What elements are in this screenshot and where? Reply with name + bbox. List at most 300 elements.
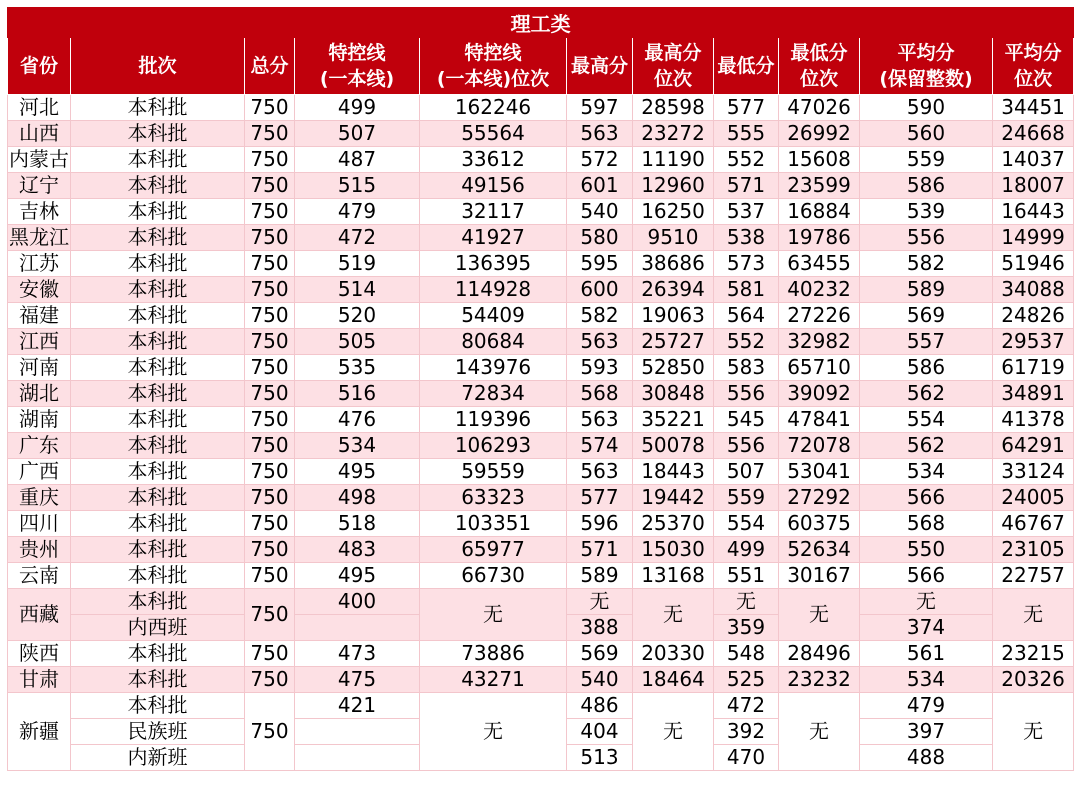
avg-rank-cell: 23215: [993, 641, 1074, 667]
avg-cell: 566: [860, 563, 993, 589]
line-rank-cell: 55564: [420, 121, 567, 147]
province-cell: 广西: [8, 459, 71, 485]
header-avg-l1: 平均分: [897, 42, 955, 64]
max-rank-cell: 30848: [633, 381, 714, 407]
province-cell: 陕西: [8, 641, 71, 667]
min-rank-cell: 28496: [779, 641, 860, 667]
min-cell: 392: [714, 719, 779, 745]
table-row: [8, 485, 1074, 511]
avg-cell: 539: [860, 199, 993, 225]
avg-cell: 562: [860, 433, 993, 459]
max-rank-cell: 52850: [633, 355, 714, 381]
min-cell: 无: [714, 589, 779, 615]
max-rank-cell: 26394: [633, 277, 714, 303]
line-rank-cell: 80684: [420, 329, 567, 355]
max-cell: 577: [567, 485, 633, 511]
min-rank-cell: 27292: [779, 485, 860, 511]
batch-cell: 本科批: [71, 693, 245, 719]
total-cell: 750: [245, 173, 295, 199]
max-rank-cell: 50078: [633, 433, 714, 459]
table-title: 理工类: [8, 8, 1074, 38]
line-cell: 495: [295, 563, 420, 589]
header-line-rank-l2: (一本线)位次: [436, 68, 550, 90]
line-rank-cell: 63323: [420, 485, 567, 511]
max-rank-cell: 38686: [633, 251, 714, 277]
header-avg-rank-l1: 平均分: [1004, 42, 1062, 64]
total-cell: 750: [245, 121, 295, 147]
max-cell: 601: [567, 173, 633, 199]
avg-rank-cell: 24826: [993, 303, 1074, 329]
max-rank-cell: 35221: [633, 407, 714, 433]
min-rank-cell: 15608: [779, 147, 860, 173]
min-rank-cell: 16884: [779, 199, 860, 225]
line-cell: 421: [295, 693, 420, 719]
max-cell: 582: [567, 303, 633, 329]
avg-cell: 397: [860, 719, 993, 745]
header-max-rank: [633, 38, 714, 95]
table-row: [8, 147, 1074, 173]
min-cell: 573: [714, 251, 779, 277]
min-cell: 472: [714, 693, 779, 719]
table-row: [8, 251, 1074, 277]
province-cell: 安徽: [8, 277, 71, 303]
max-rank-cell: 15030: [633, 537, 714, 563]
header-min-rank-l1: 最低分: [790, 42, 848, 64]
avg-cell: 550: [860, 537, 993, 563]
total-cell: 750: [245, 407, 295, 433]
table-row: [8, 355, 1074, 381]
max-rank-cell: 20330: [633, 641, 714, 667]
batch-cell: 本科批: [71, 433, 245, 459]
min-cell: 359: [714, 615, 779, 641]
min-cell: 537: [714, 199, 779, 225]
total-cell: 750: [245, 459, 295, 485]
province-cell: 西藏: [8, 589, 71, 641]
table-row: [8, 173, 1074, 199]
line-rank-cell: 136395: [420, 251, 567, 277]
avg-rank-cell: 34891: [993, 381, 1074, 407]
batch-cell: 本科批: [71, 277, 245, 303]
min-rank-cell: 27226: [779, 303, 860, 329]
batch-cell: 本科批: [71, 511, 245, 537]
line-cell: 476: [295, 407, 420, 433]
line-cell: 518: [295, 511, 420, 537]
line-rank-cell: 65977: [420, 537, 567, 563]
batch-cell: 本科批: [71, 407, 245, 433]
table-row: [8, 277, 1074, 303]
batch-cell: 本科批: [71, 667, 245, 693]
table-row: [8, 537, 1074, 563]
line-rank-cell: 54409: [420, 303, 567, 329]
total-cell: 750: [245, 589, 295, 641]
min-rank-cell: 65710: [779, 355, 860, 381]
province-cell: 湖北: [8, 381, 71, 407]
table-row: [8, 225, 1074, 251]
province-cell: 吉林: [8, 199, 71, 225]
header-avg-rank-l2: 位次: [1014, 68, 1053, 90]
max-rank-cell: 18443: [633, 459, 714, 485]
batch-cell: 本科批: [71, 459, 245, 485]
avg-cell: 534: [860, 667, 993, 693]
table-row: [8, 95, 1074, 121]
batch-cell: 本科批: [71, 303, 245, 329]
avg-rank-cell: 20326: [993, 667, 1074, 693]
min-cell: 577: [714, 95, 779, 121]
batch-cell: 本科批: [71, 173, 245, 199]
table-row: [8, 563, 1074, 589]
avg-cell: 561: [860, 641, 993, 667]
avg-cell: 488: [860, 745, 993, 771]
province-cell: 福建: [8, 303, 71, 329]
total-cell: 750: [245, 277, 295, 303]
max-rank-cell: 19063: [633, 303, 714, 329]
table-row: [8, 381, 1074, 407]
min-rank-cell: 47026: [779, 95, 860, 121]
max-cell: 563: [567, 121, 633, 147]
total-cell: 750: [245, 537, 295, 563]
avg-rank-cell: 23105: [993, 537, 1074, 563]
max-rank-cell: 9510: [633, 225, 714, 251]
min-cell: 555: [714, 121, 779, 147]
total-cell: 750: [245, 485, 295, 511]
min-cell: 551: [714, 563, 779, 589]
max-cell: 563: [567, 329, 633, 355]
max-rank-cell: 19442: [633, 485, 714, 511]
max-rank-cell: 无: [633, 693, 714, 771]
avg-cell: 562: [860, 381, 993, 407]
max-cell: 404: [567, 719, 633, 745]
total-cell: 750: [245, 355, 295, 381]
header-batch: 批次: [71, 38, 245, 95]
line-rank-cell: 66730: [420, 563, 567, 589]
total-cell: 750: [245, 381, 295, 407]
min-rank-cell: 19786: [779, 225, 860, 251]
avg-cell: 560: [860, 121, 993, 147]
avg-rank-cell: 14037: [993, 147, 1074, 173]
avg-rank-cell: 18007: [993, 173, 1074, 199]
total-cell: 750: [245, 95, 295, 121]
batch-cell: 本科批: [71, 199, 245, 225]
min-rank-cell: 32982: [779, 329, 860, 355]
table-row: [8, 303, 1074, 329]
avg-rank-cell: 64291: [993, 433, 1074, 459]
line-rank-cell: 33612: [420, 147, 567, 173]
min-cell: 470: [714, 745, 779, 771]
province-cell: 湖南: [8, 407, 71, 433]
min-cell: 525: [714, 667, 779, 693]
avg-rank-cell: 24668: [993, 121, 1074, 147]
header-min: 最低分: [714, 38, 779, 95]
avg-rank-cell: 无: [993, 589, 1074, 641]
header-avg-rank: [993, 38, 1074, 95]
max-cell: 596: [567, 511, 633, 537]
min-rank-cell: 40232: [779, 277, 860, 303]
batch-cell: 本科批: [71, 537, 245, 563]
avg-rank-cell: 46767: [993, 511, 1074, 537]
line-rank-cell: 32117: [420, 199, 567, 225]
table-row: [8, 667, 1074, 693]
batch-cell: 本科批: [71, 329, 245, 355]
header-min-rank: [779, 38, 860, 95]
province-cell: 山西: [8, 121, 71, 147]
avg-cell: 566: [860, 485, 993, 511]
province-cell: 云南: [8, 563, 71, 589]
header-total: 总分: [245, 38, 295, 95]
max-rank-cell: 无: [633, 589, 714, 641]
total-cell: 750: [245, 251, 295, 277]
min-cell: 548: [714, 641, 779, 667]
line-rank-cell: 114928: [420, 277, 567, 303]
min-rank-cell: 30167: [779, 563, 860, 589]
min-cell: 538: [714, 225, 779, 251]
min-cell: 556: [714, 381, 779, 407]
province-cell: 辽宁: [8, 173, 71, 199]
avg-cell: 589: [860, 277, 993, 303]
batch-cell: 本科批: [71, 225, 245, 251]
min-cell: 556: [714, 433, 779, 459]
total-cell: 750: [245, 225, 295, 251]
max-cell: 540: [567, 667, 633, 693]
avg-cell: 534: [860, 459, 993, 485]
avg-cell: 568: [860, 511, 993, 537]
line-cell: 505: [295, 329, 420, 355]
province-cell: 四川: [8, 511, 71, 537]
line-cell: 498: [295, 485, 420, 511]
min-cell: 571: [714, 173, 779, 199]
max-cell: 574: [567, 433, 633, 459]
avg-rank-cell: 22757: [993, 563, 1074, 589]
batch-cell: 内西班: [71, 615, 245, 641]
min-cell: 583: [714, 355, 779, 381]
min-rank-cell: 23599: [779, 173, 860, 199]
min-rank-cell: 47841: [779, 407, 860, 433]
province-cell: 新疆: [8, 693, 71, 771]
min-rank-cell: 26992: [779, 121, 860, 147]
line-cell: 400: [295, 589, 420, 615]
batch-cell: 本科批: [71, 641, 245, 667]
max-rank-cell: 16250: [633, 199, 714, 225]
province-cell: 广东: [8, 433, 71, 459]
line-cell: 475: [295, 667, 420, 693]
max-rank-cell: 11190: [633, 147, 714, 173]
max-rank-cell: 25727: [633, 329, 714, 355]
table-row: [8, 199, 1074, 225]
line-cell: 507: [295, 121, 420, 147]
header-avg: [860, 38, 993, 95]
line-rank-cell: 无: [420, 589, 567, 641]
line-cell: 520: [295, 303, 420, 329]
max-rank-cell: 13168: [633, 563, 714, 589]
header-line-rank-l1: 特控线: [464, 42, 522, 64]
total-cell: 750: [245, 641, 295, 667]
table-row: [8, 329, 1074, 355]
avg-rank-cell: 34088: [993, 277, 1074, 303]
line-rank-cell: 73886: [420, 641, 567, 667]
min-cell: 545: [714, 407, 779, 433]
max-cell: 593: [567, 355, 633, 381]
avg-rank-cell: 41378: [993, 407, 1074, 433]
province-cell: 黑龙江: [9, 225, 69, 249]
batch-cell: 民族班: [71, 719, 245, 745]
max-rank-cell: 18464: [633, 667, 714, 693]
min-cell: 552: [714, 329, 779, 355]
max-rank-cell: 28598: [633, 95, 714, 121]
line-rank-cell: 无: [420, 693, 567, 771]
avg-cell: 374: [860, 615, 993, 641]
province-cell: 江苏: [8, 251, 71, 277]
batch-cell: 本科批: [71, 251, 245, 277]
total-cell: 750: [245, 199, 295, 225]
batch-cell: 本科批: [71, 95, 245, 121]
avg-cell: 556: [860, 225, 993, 251]
line-rank-cell: 103351: [420, 511, 567, 537]
max-cell: 571: [567, 537, 633, 563]
line-rank-cell: 162246: [420, 95, 567, 121]
max-cell: 无: [567, 589, 633, 615]
batch-cell: 本科批: [71, 589, 245, 615]
batch-cell: 本科批: [71, 355, 245, 381]
avg-cell: 586: [860, 173, 993, 199]
line-cell: [295, 745, 420, 771]
avg-rank-cell: 14999: [993, 225, 1074, 251]
table-row: [8, 693, 1074, 719]
min-rank-cell: 53041: [779, 459, 860, 485]
min-cell: 559: [714, 485, 779, 511]
avg-cell: 557: [860, 329, 993, 355]
min-cell: 507: [714, 459, 779, 485]
min-cell: 564: [714, 303, 779, 329]
table-row: [8, 641, 1074, 667]
avg-cell: 582: [860, 251, 993, 277]
province-cell: 内蒙古: [9, 147, 69, 171]
province-cell: 甘肃: [8, 667, 71, 693]
line-cell: 516: [295, 381, 420, 407]
province-cell: 河北: [8, 95, 71, 121]
avg-rank-cell: 29537: [993, 329, 1074, 355]
min-rank-cell: 23232: [779, 667, 860, 693]
avg-rank-cell: 无: [993, 693, 1074, 771]
table-row: [8, 121, 1074, 147]
line-rank-cell: 143976: [420, 355, 567, 381]
avg-rank-cell: 24005: [993, 485, 1074, 511]
batch-cell: 本科批: [71, 147, 245, 173]
max-rank-cell: 23272: [633, 121, 714, 147]
max-cell: 513: [567, 745, 633, 771]
min-cell: 554: [714, 511, 779, 537]
line-rank-cell: 119396: [420, 407, 567, 433]
min-cell: 499: [714, 537, 779, 563]
line-cell: 535: [295, 355, 420, 381]
header-max-rank-l1: 最高分: [644, 42, 702, 64]
table-row: [8, 589, 1074, 615]
line-cell: 499: [295, 95, 420, 121]
max-cell: 563: [567, 407, 633, 433]
total-cell: 750: [245, 563, 295, 589]
total-cell: 750: [245, 303, 295, 329]
batch-cell: 本科批: [71, 563, 245, 589]
min-cell: 581: [714, 277, 779, 303]
line-cell: 473: [295, 641, 420, 667]
province-cell: 贵州: [8, 537, 71, 563]
line-cell: 519: [295, 251, 420, 277]
max-cell: 486: [567, 693, 633, 719]
line-cell: 495: [295, 459, 420, 485]
total-cell: 750: [245, 147, 295, 173]
header-max-rank-l2: 位次: [653, 68, 692, 90]
header-max: 最高分: [567, 38, 633, 95]
avg-cell: 554: [860, 407, 993, 433]
avg-cell: 479: [860, 693, 993, 719]
batch-cell: 内新班: [71, 745, 245, 771]
line-cell: 515: [295, 173, 420, 199]
max-cell: 595: [567, 251, 633, 277]
header-line: [295, 38, 420, 95]
header-line-l1: 特控线: [328, 42, 386, 64]
line-cell: 472: [295, 225, 420, 251]
line-cell: 514: [295, 277, 420, 303]
avg-rank-cell: 34451: [993, 95, 1074, 121]
min-rank-cell: 63455: [779, 251, 860, 277]
avg-cell: 586: [860, 355, 993, 381]
max-cell: 572: [567, 147, 633, 173]
line-cell: [295, 719, 420, 745]
table-row: [8, 433, 1074, 459]
batch-cell: 本科批: [71, 485, 245, 511]
max-cell: 600: [567, 277, 633, 303]
line-cell: 487: [295, 147, 420, 173]
table-row: [8, 407, 1074, 433]
batch-cell: 本科批: [71, 121, 245, 147]
min-rank-cell: 52634: [779, 537, 860, 563]
max-rank-cell: 12960: [633, 173, 714, 199]
total-cell: 750: [245, 329, 295, 355]
province-cell: 江西: [8, 329, 71, 355]
min-rank-cell: 72078: [779, 433, 860, 459]
min-rank-cell: 39092: [779, 381, 860, 407]
table-row: [8, 511, 1074, 537]
total-cell: 750: [245, 667, 295, 693]
header-province: 省份: [8, 38, 71, 95]
batch-cell: 本科批: [71, 381, 245, 407]
max-cell: 589: [567, 563, 633, 589]
line-rank-cell: 72834: [420, 381, 567, 407]
max-cell: 388: [567, 615, 633, 641]
avg-cell: 559: [860, 147, 993, 173]
line-cell: [295, 615, 420, 641]
min-rank-cell: 无: [779, 589, 860, 641]
score-table: [7, 7, 1074, 771]
avg-rank-cell: 33124: [993, 459, 1074, 485]
avg-rank-cell: 51946: [993, 251, 1074, 277]
province-cell: 重庆: [8, 485, 71, 511]
max-cell: 540: [567, 199, 633, 225]
table-row: [8, 459, 1074, 485]
line-cell: 483: [295, 537, 420, 563]
line-cell: 479: [295, 199, 420, 225]
avg-cell: 无: [860, 589, 993, 615]
total-cell: 750: [245, 433, 295, 459]
min-rank-cell: 无: [779, 693, 860, 771]
province-cell: 河南: [8, 355, 71, 381]
line-cell: 534: [295, 433, 420, 459]
min-rank-cell: 60375: [779, 511, 860, 537]
line-rank-cell: 59559: [420, 459, 567, 485]
total-cell: 750: [245, 693, 295, 771]
max-rank-cell: 25370: [633, 511, 714, 537]
line-rank-cell: 106293: [420, 433, 567, 459]
line-rank-cell: 49156: [420, 173, 567, 199]
line-rank-cell: 43271: [420, 667, 567, 693]
